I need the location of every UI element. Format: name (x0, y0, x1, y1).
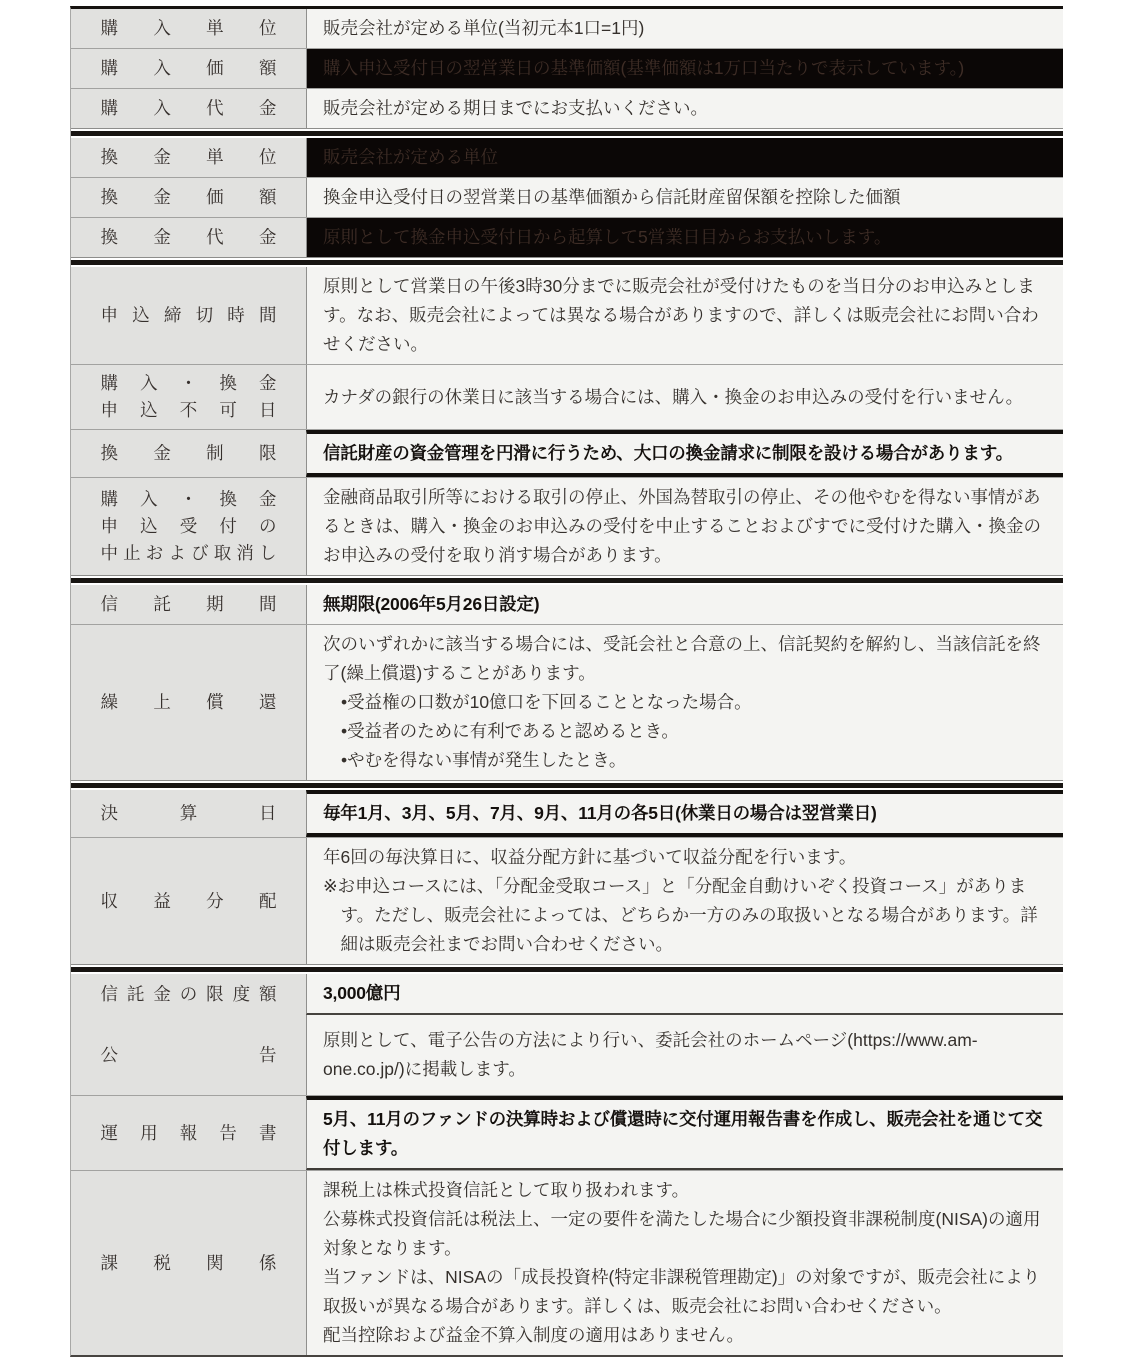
row-header-label: 申込受付の (100, 516, 277, 536)
row-content-highlighted (306, 49, 1063, 88)
row-header-label: 申込不可日 (100, 400, 277, 420)
group-separator (71, 964, 1063, 974)
group-separator (71, 128, 1063, 138)
row-content-emphasized (306, 585, 1063, 624)
row-header (71, 218, 306, 257)
row-header (71, 478, 306, 575)
fund-terms-table (70, 6, 1063, 1357)
row-content (306, 89, 1063, 128)
row-header (71, 365, 306, 429)
row-header-label: 信託金の限度額 (100, 984, 277, 1004)
row-header (71, 625, 306, 780)
row-header-label: 購入・換金 (100, 489, 277, 509)
row-header (71, 178, 306, 217)
row-header-label: 換金代金 (100, 227, 277, 247)
row-content-text: 原則として換金申込受付日から起算して5営業日目からお支払いします。 (323, 227, 892, 247)
row-content-text: 公募株式投資信託は税法上、一定の要件を満たした場合に少額投資非課税制度(NISA)の適用対象となります。 (323, 1209, 1041, 1258)
row-content-text: 課税上は株式投資信託として取り扱われます。 (323, 1180, 690, 1200)
row-header-label: 運用報告書 (100, 1122, 277, 1143)
row-content (306, 365, 1063, 429)
row-content-text: 年6回の毎決算日に、収益分配方針に基づいて収益分配を行います。 (323, 847, 857, 867)
row-trust-amount-limit (71, 974, 1063, 1015)
row-content-text: 配当控除および益金不算入制度の適用はありません。 (323, 1325, 745, 1345)
row-content-highlighted (306, 218, 1063, 257)
row-header (71, 430, 306, 477)
row-content-text: 当ファンドは、NISAの「成長投資枠(特定非課税管理勘定)」の対象ですが、販売会社により取扱いが異なる場合があります。詳しくは、販売会社にお問い合わせください。 (323, 1267, 1041, 1316)
row-header (71, 790, 306, 837)
row-purchase-payment (71, 88, 1063, 128)
row-income-distribution (71, 837, 1063, 964)
row-content-text: 毎年1月、3月、5月、7月、9月、11月の各5日(休業日の場合は翌営業日) (323, 803, 877, 823)
group-separator (71, 257, 1063, 267)
row-content-text: 販売会社が定める単位 (323, 147, 498, 167)
row-content-highlighted (306, 138, 1063, 177)
row-early-redemption (71, 624, 1063, 780)
row-header-label: 申込締切時間 (100, 305, 277, 325)
row-purchase-unit (71, 9, 1063, 48)
row-content-text: 金融商品取引所等における取引の停止、外国為替取引の停止、その他やむを得ない事情があるときは、購入・換金のお申込みの受付を中止することおよびすでに受付けた購入・換金のお申込みの受付を取り消す場合があります。 (323, 487, 1042, 565)
row-header-label: 購入・換金 (100, 373, 277, 393)
row-redemption-price (71, 177, 1063, 217)
row-public-notice (71, 1015, 1063, 1095)
row-header-label: 公告 (100, 1044, 277, 1065)
row-header-label: 繰上償還 (100, 692, 277, 712)
row-content-text: 3,000億円 (323, 983, 401, 1003)
row-content (306, 1015, 1063, 1095)
row-content-text: 原則として営業日の午後3時30分までに販売会社が受付けたものを当日分のお申込みとします。なお、販売会社によっては異なる場合がありますので、詳しくは販売会社にお問い合わせください。 (323, 276, 1039, 354)
row-content (306, 9, 1063, 48)
row-content-text: 次のいずれかに該当する場合には、受託会社と合意の上、信託契約を解約し、当該信託を終了(繰上償還)することがあります。 (323, 634, 1041, 683)
row-content (306, 267, 1063, 364)
row-header-label: 収益分配 (100, 890, 277, 911)
row-content-text: 販売会社が定める期日までにお支払いください。 (323, 98, 708, 118)
row-header (71, 267, 306, 364)
row-content-emphasized (306, 1096, 1063, 1170)
row-redemption-payment (71, 217, 1063, 257)
row-header (71, 585, 306, 624)
row-content-bullet: •受益者のために有利であると認めるとき。 (341, 721, 679, 741)
row-header (71, 138, 306, 177)
row-header (71, 9, 306, 48)
row-header-label: 信託期間 (100, 594, 277, 614)
row-header-label: 決算日 (100, 803, 277, 823)
row-content-text: 原則として、電子公告の方法により行い、委託会社のホームページ(https://www.am-one.co.jp/)に掲載します。 (323, 1030, 978, 1079)
row-content-text: 5月、11月のファンドの決算時および償還時に交付運用報告書を作成し、販売会社を通じて交付します。 (323, 1109, 1043, 1158)
group-separator (71, 575, 1063, 585)
row-header-label: 換金制限 (100, 443, 277, 463)
row-content-text: 販売会社が定める単位(当初元本1口=1円) (323, 18, 645, 38)
row-header-label: 購入単位 (100, 18, 277, 38)
row-redemption-unit (71, 138, 1063, 177)
row-header-label: 中止および取消し (100, 543, 277, 563)
row-application-unavailable-days (71, 364, 1063, 429)
row-header (71, 49, 306, 88)
row-content-note: ※お申込コースには、「分配金受取コース」と「分配金自動けいぞく投資コース」があります。ただし、販売会社によっては、どちらか一方のみの取扱いとなる場合があります。詳細は販売会社までお問い合わせください。 (323, 876, 1038, 954)
row-management-report (71, 1095, 1063, 1170)
row-content-emphasized (306, 790, 1063, 837)
row-content (306, 625, 1063, 780)
row-content-text: 換金申込受付日の翌営業日の基準価額から信託財産留保額を控除した価額 (323, 187, 901, 207)
row-header (71, 1096, 306, 1170)
row-application-suspension (71, 477, 1063, 575)
row-application-deadline (71, 267, 1063, 364)
row-header (71, 1015, 306, 1095)
row-content-text: 信託財産の資金管理を円滑に行うため、大口の換金請求に制限を設ける場合があります。 (323, 443, 1013, 463)
row-header-label: 購入代金 (100, 98, 277, 118)
row-trust-period (71, 585, 1063, 624)
row-content-emphasized (306, 974, 1063, 1015)
row-header (71, 1171, 306, 1355)
row-content (306, 178, 1063, 217)
row-purchase-price (71, 48, 1063, 88)
row-content (306, 1171, 1063, 1355)
row-content-text: 購入申込受付日の翌営業日の基準価額(基準価額は1万口当たりで表示しています。) (323, 58, 965, 78)
row-content-bullet: •受益権の口数が10億口を下回ることとなった場合。 (341, 692, 752, 712)
row-content-emphasized (306, 430, 1063, 477)
group-separator (71, 780, 1063, 790)
row-content-text: 無期限(2006年5月26日設定) (323, 594, 540, 614)
row-content-text: カナダの銀行の休業日に該当する場合には、購入・換金のお申込みの受付を行いません。 (323, 386, 1024, 407)
row-header (71, 974, 306, 1015)
row-settlement-date (71, 790, 1063, 837)
row-taxation (71, 1170, 1063, 1355)
row-content (306, 838, 1063, 964)
row-header (71, 89, 306, 128)
row-redemption-limit (71, 429, 1063, 477)
row-header (71, 838, 306, 964)
row-content (306, 478, 1063, 575)
row-header-label: 課税関係 (100, 1252, 277, 1273)
row-header-label: 換金価額 (100, 187, 277, 207)
row-header-label: 購入価額 (100, 58, 277, 78)
row-content-bullet: •やむを得ない事情が発生したとき。 (341, 750, 627, 770)
row-header-label: 換金単位 (100, 147, 277, 167)
